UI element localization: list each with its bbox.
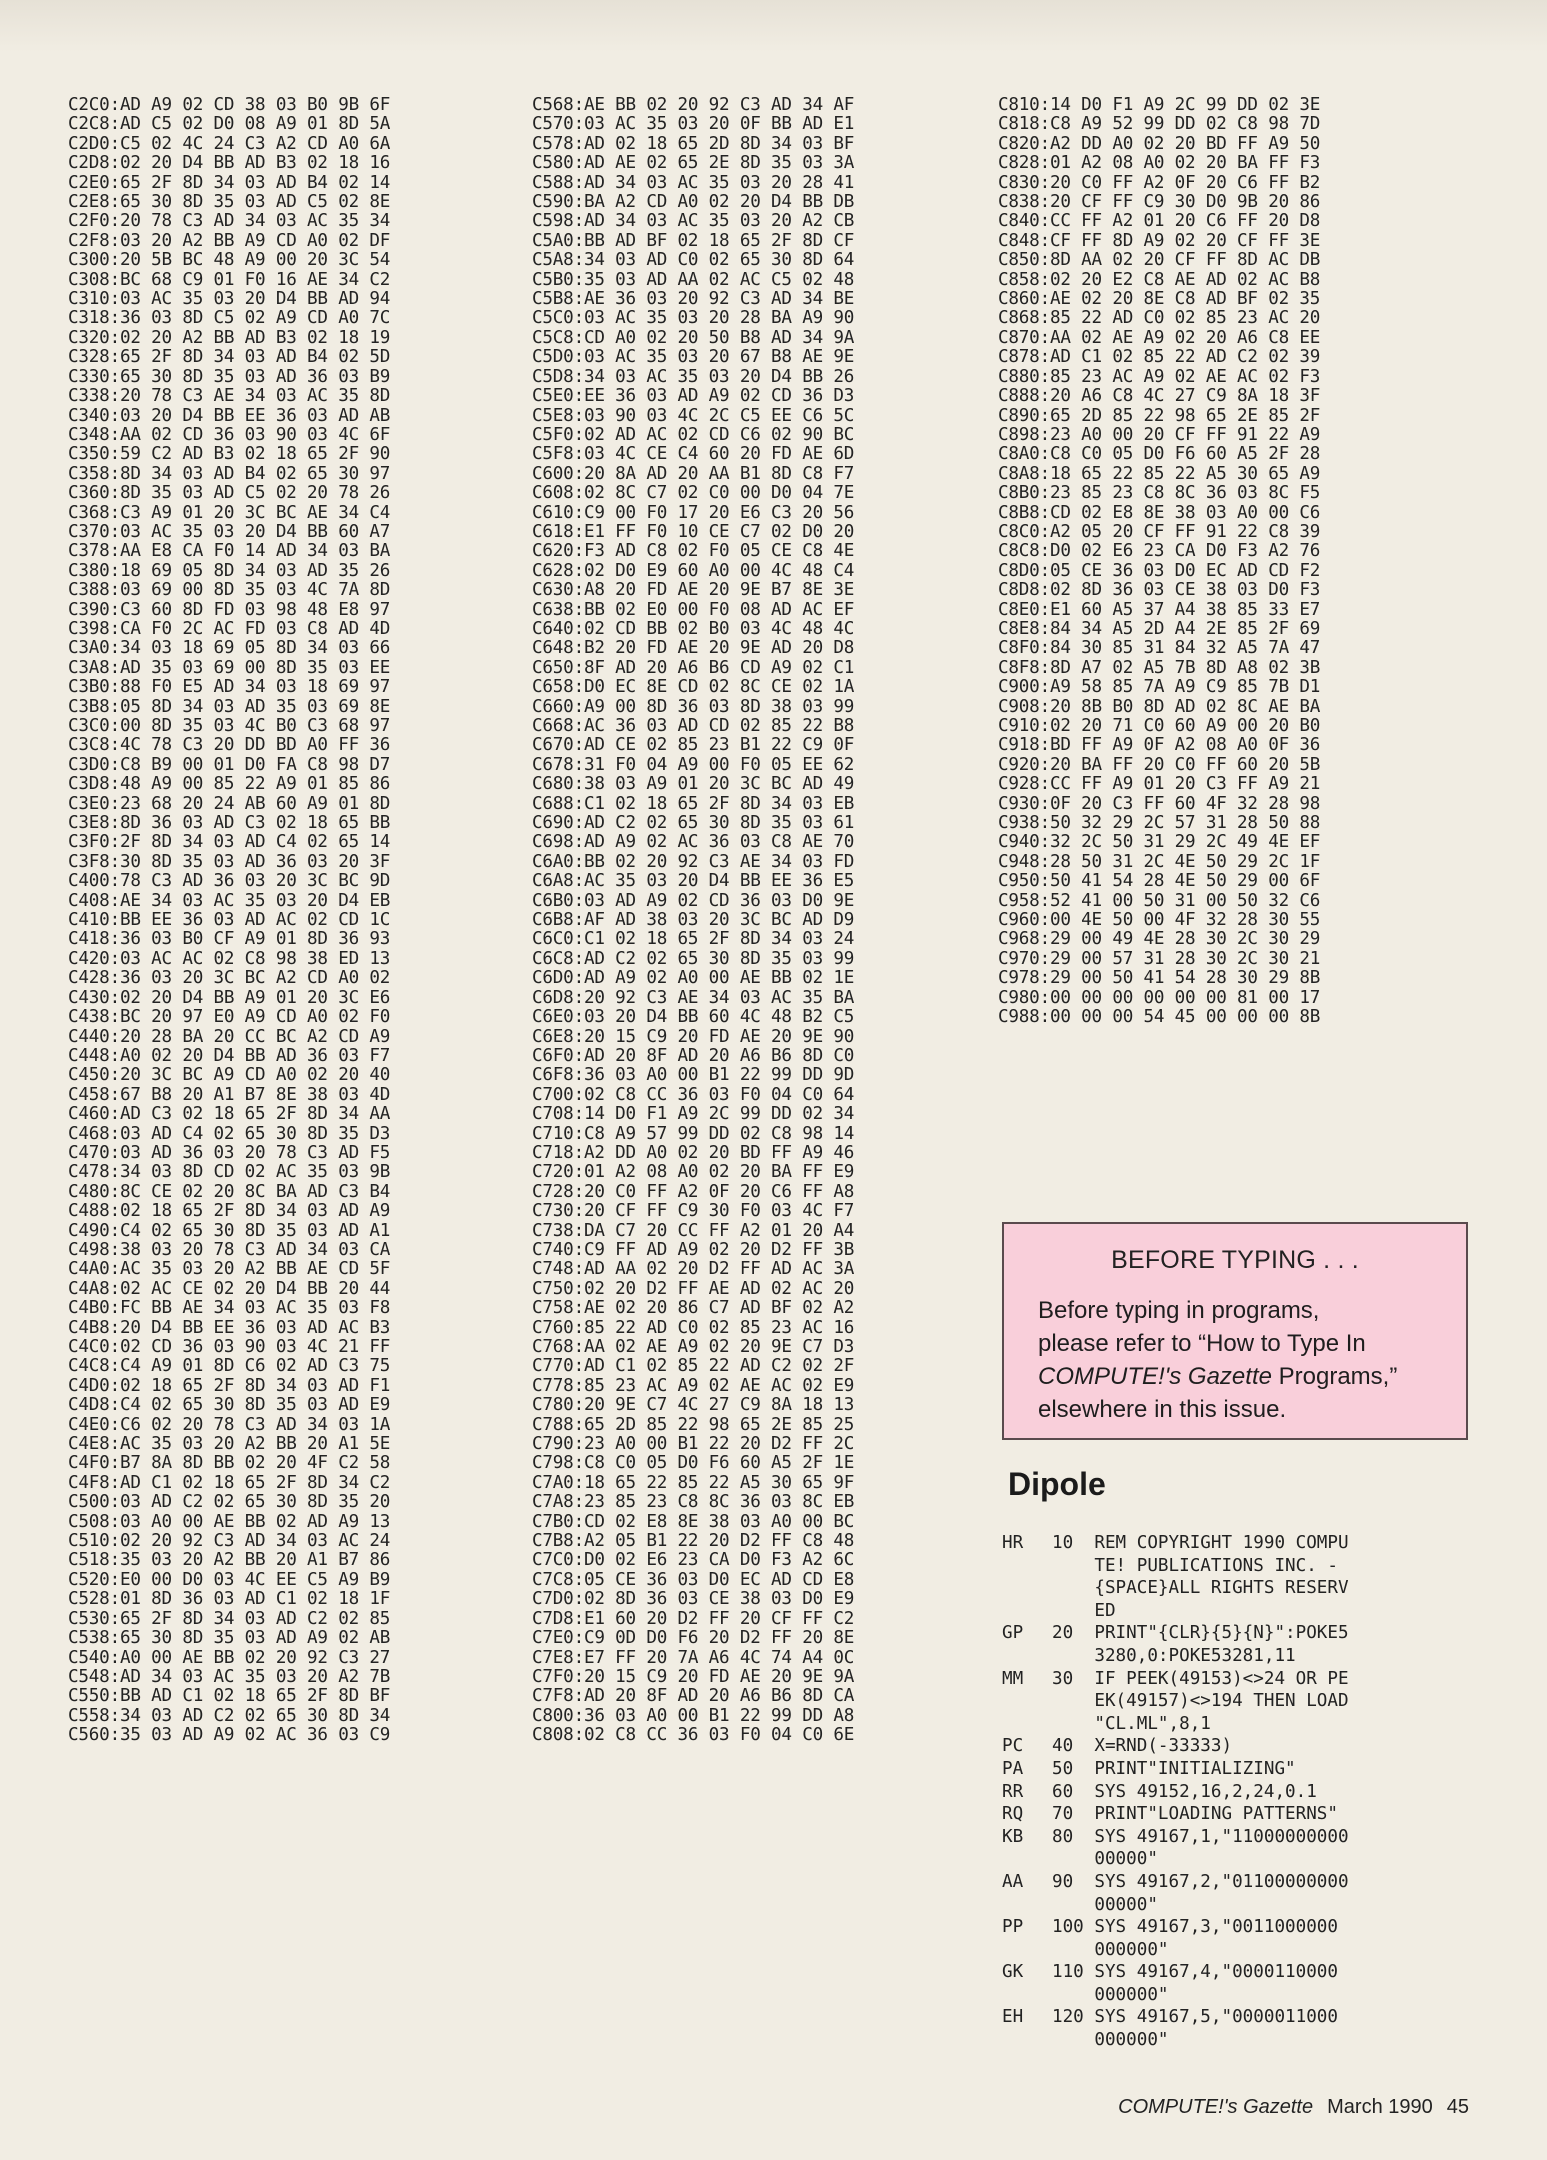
hex-dump-line: C318:36 03 8D C5 02 A9 CD A0 7C [68, 308, 391, 329]
hex-dump-line: C320:02 20 A2 BB AD B3 02 18 19 [68, 327, 391, 348]
hex-dump-line: C8F0:84 30 85 31 84 32 A5 7A 47 [998, 638, 1321, 659]
hex-dump-line: C368:C3 A9 01 20 3C BC AE 34 C4 [68, 502, 391, 523]
hex-dump-line: C608:02 8C C7 02 C0 00 D0 04 7E [532, 483, 855, 504]
hex-dump-line: C300:20 5B BC 48 A9 00 20 3C 54 [68, 250, 391, 271]
checksum-code: GK [1002, 1962, 1024, 1983]
listing-line [1002, 1961, 1472, 1984]
checksum-code: MM [1002, 1668, 1024, 1689]
hex-dump-line: C4C8:C4 A9 01 8D C6 02 AD C3 75 [68, 1356, 391, 1377]
listing-text: 100 SYS 49167,3,"0011000000 [1052, 1917, 1338, 1938]
hex-dump-line: C880:85 23 AC A9 02 AE AC 02 F3 [998, 366, 1321, 387]
hex-dump-line: C778:85 23 AC A9 02 AE AC 02 E9 [532, 1375, 855, 1396]
listing-line [1002, 1916, 1472, 1939]
hex-dump-line: C6B0:03 AD A9 02 CD 36 03 D0 9E [532, 890, 855, 911]
hex-dump-line: C7A0:18 65 22 85 22 A5 30 65 9F [532, 1472, 855, 1493]
hex-dump-line: C7C8:05 CE 36 03 D0 EC AD CD E8 [532, 1569, 855, 1590]
hex-dump-line: C6A8:AC 35 03 20 D4 BB EE 36 E5 [532, 871, 855, 892]
listing-line [1002, 2006, 1472, 2029]
hex-dump-line: C578:AD 02 18 65 2D 8D 34 03 BF [532, 133, 855, 154]
checksum-code: EH [1002, 2007, 1024, 2028]
hex-dump-line: C738:DA C7 20 CC FF A2 01 20 A4 [532, 1220, 855, 1241]
hex-dump-line: C3A0:34 03 18 69 05 8D 34 03 66 [68, 638, 391, 659]
hex-dump-line: C470:03 AD 36 03 20 78 C3 AD F5 [68, 1142, 391, 1163]
hex-dump-line: C730:20 CF FF C9 30 F0 03 4C F7 [532, 1201, 855, 1222]
hex-dump-line: C308:BC 68 C9 01 F0 16 AE 34 C2 [68, 269, 391, 290]
hex-dump-line: C488:02 18 65 2F 8D 34 03 AD A9 [68, 1201, 391, 1222]
hex-dump-line: C358:8D 34 03 AD B4 02 65 30 97 [68, 463, 391, 484]
hex-dump-line: C588:AD 34 03 AC 35 03 20 28 41 [532, 172, 855, 193]
hex-dump-line: C538:65 30 8D 35 03 AD A9 02 AB [68, 1628, 391, 1649]
listing-line [1002, 1735, 1472, 1758]
hex-dump-line: C878:AD C1 02 85 22 AD C2 02 39 [998, 347, 1321, 368]
hex-dump-line: C2C0:AD A9 02 CD 38 03 B0 9B 6F [68, 95, 391, 115]
hex-dump-line: C740:C9 FF AD A9 02 20 D2 FF 3B [532, 1239, 855, 1260]
hex-dump-line: C908:20 8B B0 8D AD 02 8C AE BA [998, 696, 1321, 717]
callout-line [1038, 1360, 1446, 1393]
hex-dump-line: C928:CC FF A9 01 20 C3 FF A9 21 [998, 774, 1321, 795]
hex-dump-line: C4E8:AC 35 03 20 A2 BB 20 A1 5E [68, 1434, 391, 1455]
hex-dump-line: C620:F3 AD C8 02 F0 05 CE C8 4E [532, 541, 855, 562]
hex-dump-line: C830:20 C0 FF A2 0F 20 C6 FF B2 [998, 172, 1321, 193]
hex-dump-line: C598:AD 34 03 AC 35 03 20 A2 CB [532, 211, 855, 232]
checksum-code: GP [1002, 1623, 1024, 1644]
hex-dump-line: C548:AD 34 03 AC 35 03 20 A2 7B [68, 1666, 391, 1687]
callout-body [1038, 1294, 1446, 1426]
hex-dump-line: C430:02 20 D4 BB A9 01 20 3C E6 [68, 987, 391, 1008]
hex-dump-line: C580:AD AE 02 65 2E 8D 35 03 3A [532, 153, 855, 174]
hex-dump-line: C3D8:48 A9 00 85 22 A9 01 85 86 [68, 774, 391, 795]
footer-page-number: 45 [1446, 2096, 1469, 2118]
hex-dump-line: C700:02 C8 CC 36 03 F0 04 C0 64 [532, 1084, 855, 1105]
listing-text: 80 SYS 49167,1,"11000000000 [1052, 1826, 1349, 1847]
hex-dump-column-1 [68, 96, 390, 1746]
listing-text: 50 PRINT"INITIALIZING" [1052, 1758, 1296, 1779]
hex-dump-line: C408:AE 34 03 AC 35 03 20 D4 EB [68, 890, 391, 911]
callout-line: elsewhere in this issue. [1038, 1396, 1287, 1423]
listing-text: TE! PUBLICATIONS INC. - [1052, 1555, 1338, 1576]
hex-dump-line: C678:31 F0 04 A9 00 F0 05 EE 62 [532, 754, 855, 775]
hex-dump-line: C8B8:CD 02 E8 8E 38 03 A0 00 C6 [998, 502, 1321, 523]
hex-dump-line: C648:B2 20 FD AE 20 9E AD 20 D8 [532, 638, 855, 659]
hex-dump-line: C8A0:C8 C0 05 D0 F6 60 A5 2F 28 [998, 444, 1321, 465]
before-typing-callout [1002, 1222, 1468, 1440]
hex-dump-line: C668:AC 36 03 AD CD 02 85 22 B8 [532, 716, 855, 736]
listing-text: 000000" [1052, 1984, 1169, 2005]
checksum-code: AA [1002, 1871, 1024, 1892]
hex-dump-line: C4E0:C6 02 20 78 C3 AD 34 03 1A [68, 1414, 391, 1435]
callout-line-rest: Programs,” [1271, 1363, 1398, 1390]
hex-dump-line: C518:35 03 20 A2 BB 20 A1 B7 86 [68, 1550, 391, 1571]
hex-dump-line: C920:20 BA FF 20 C0 FF 60 20 5B [998, 754, 1321, 775]
hex-dump-line: C7E0:C9 0D D0 F6 20 D2 FF 20 8E [532, 1628, 855, 1649]
hex-dump-line: C8F8:8D A7 02 A5 7B 8D A8 02 3B [998, 657, 1321, 678]
hex-dump-line: C8B0:23 85 23 C8 8C 36 03 8C F5 [998, 483, 1321, 504]
hex-dump-line: C438:BC 20 97 E0 A9 CD A0 02 F0 [68, 1007, 391, 1028]
hex-dump-line: C820:A2 DD A0 02 20 BD FF A9 50 [998, 133, 1321, 154]
hex-dump-line: C590:BA A2 CD A0 02 20 D4 BB DB [532, 192, 855, 213]
listing-text: 20 PRINT"{CLR}{5}{N}":POKE5 [1052, 1623, 1349, 1644]
callout-publication: COMPUTE!'s Gazette [1038, 1363, 1272, 1390]
hex-dump-line: C4C0:02 CD 36 03 90 03 4C 21 FF [68, 1337, 391, 1357]
hex-dump-line: C8D0:05 CE 36 03 D0 EC AD CD F2 [998, 560, 1321, 581]
page-header-strip [0, 0, 1547, 52]
hex-dump-line: C448:A0 02 20 D4 BB AD 36 03 F7 [68, 1045, 391, 1066]
hex-dump-line: C2F0:20 78 C3 AD 34 03 AC 35 34 [68, 211, 391, 232]
hex-dump-line: C970:29 00 57 31 28 30 2C 30 21 [998, 948, 1321, 969]
hex-dump-line: C660:A9 00 8D 36 03 8D 38 03 99 [532, 696, 855, 717]
hex-dump-line: C410:BB EE 36 03 AD AC 02 CD 1C [68, 910, 391, 931]
hex-dump-line: C5F0:02 AD AC 02 CD C6 02 90 BC [532, 424, 855, 445]
hex-dump-line: C510:02 20 92 C3 AD 34 03 AC 24 [68, 1531, 391, 1552]
hex-dump-line: C340:03 20 D4 BB EE 36 03 AD AB [68, 405, 391, 426]
hex-dump-line: C4F0:B7 8A 8D BB 02 20 4F C2 58 [68, 1453, 391, 1474]
hex-dump-line: C390:C3 60 8D FD 03 98 48 E8 97 [68, 599, 391, 620]
hex-dump-line: C6C8:AD C2 02 65 30 8D 35 03 99 [532, 948, 855, 969]
hex-dump-line: C6D0:AD A9 02 A0 00 AE BB 02 1E [532, 968, 855, 989]
hex-dump-line: C760:85 22 AD C0 02 85 23 AC 16 [532, 1317, 855, 1338]
hex-dump-line: C528:01 8D 36 03 AD C1 02 18 1F [68, 1589, 391, 1610]
callout-line: please refer to “How to Type In [1038, 1330, 1366, 1357]
listing-line [1002, 1555, 1472, 1578]
hex-dump-line: C2D8:02 20 D4 BB AD B3 02 18 16 [68, 153, 391, 174]
hex-dump-line: C460:AD C3 02 18 65 2F 8D 34 AA [68, 1104, 391, 1125]
hex-dump-line: C5C8:CD A0 02 20 50 B8 AD 34 9A [532, 327, 855, 348]
listing-line [1002, 1781, 1472, 1804]
hex-dump-line: C748:AD AA 02 20 D2 FF AD AC 3A [532, 1259, 855, 1280]
hex-dump-line: C980:00 00 00 00 00 00 81 00 17 [998, 987, 1321, 1008]
hex-dump-line: C3B0:88 F0 E5 AD 34 03 18 69 97 [68, 677, 391, 698]
hex-dump-line: C6F0:AD 20 8F AD 20 A6 B6 8D C0 [532, 1045, 855, 1066]
hex-dump-line: C500:03 AD C2 02 65 30 8D 35 20 [68, 1492, 391, 1513]
hex-dump-line: C898:23 A0 00 20 CF FF 91 22 A9 [998, 424, 1321, 445]
hex-dump-line: C7A8:23 85 23 C8 8C 36 03 8C EB [532, 1492, 855, 1513]
listing-line [1002, 1871, 1472, 1894]
hex-dump-line: C6A0:BB 02 20 92 C3 AE 34 03 FD [532, 851, 855, 872]
hex-dump-line: C4B0:FC BB AE 34 03 AC 35 03 F8 [68, 1298, 391, 1319]
hex-dump-line: C508:03 A0 00 AE BB 02 AD A9 13 [68, 1511, 391, 1532]
hex-dump-line: C888:20 A6 C8 4C 27 C9 8A 18 3F [998, 386, 1321, 407]
hex-dump-line: C2F8:03 20 A2 BB A9 CD A0 02 DF [68, 230, 391, 251]
hex-dump-line: C468:03 AD C4 02 65 30 8D 35 D3 [68, 1123, 391, 1144]
hex-dump-line: C948:28 50 31 2C 4E 50 29 2C 1F [998, 851, 1321, 872]
hex-dump-line: C498:38 03 20 78 C3 AD 34 03 CA [68, 1239, 391, 1260]
listing-text: 000000" [1052, 1939, 1169, 1960]
hex-dump-line: C918:BD FF A9 0F A2 08 A0 0F 36 [998, 735, 1321, 756]
hex-dump-column-2 [532, 96, 854, 1746]
checksum-code: HR [1002, 1533, 1024, 1553]
hex-dump-line: C810:14 D0 F1 A9 2C 99 DD 02 3E [998, 95, 1321, 115]
hex-dump-line: C960:00 4E 50 00 4F 32 28 30 55 [998, 910, 1321, 931]
hex-dump-line: C890:65 2D 85 22 98 65 2E 85 2F [998, 405, 1321, 426]
hex-dump-line: C618:E1 FF F0 10 CE C7 02 D0 20 [532, 521, 855, 542]
hex-dump-line: C3A8:AD 35 03 69 00 8D 35 03 EE [68, 657, 391, 678]
hex-dump-line: C350:59 C2 AD B3 02 18 65 2F 90 [68, 444, 391, 465]
hex-dump-line: C828:01 A2 08 A0 02 20 BA FF F3 [998, 153, 1321, 174]
hex-dump-line: C478:34 03 8D CD 02 AC 35 03 9B [68, 1162, 391, 1183]
hex-dump-line: C3B8:05 8D 34 03 AD 35 03 69 8E [68, 696, 391, 717]
hex-dump-line: C570:03 AC 35 03 20 0F BB AD E1 [532, 114, 855, 135]
hex-dump-line: C428:36 03 20 3C BC A2 CD A0 02 [68, 968, 391, 989]
hex-dump-line: C658:D0 EC 8E CD 02 8C CE 02 1A [532, 677, 855, 698]
listing-line [1002, 1645, 1472, 1668]
hex-dump-line: C638:BB 02 E0 00 F0 08 AD AC EF [532, 599, 855, 620]
hex-dump-line: C6E0:03 20 D4 BB 60 4C 48 B2 C5 [532, 1007, 855, 1028]
hex-dump-line: C370:03 AC 35 03 20 D4 BB 60 A7 [68, 521, 391, 542]
hex-dump-column-3 [998, 96, 1320, 1028]
hex-dump-line: C8E0:E1 60 A5 37 A4 38 85 33 E7 [998, 599, 1321, 620]
checksum-code: RQ [1002, 1804, 1024, 1825]
listing-text: 110 SYS 49167,4,"0000110000 [1052, 1962, 1338, 1983]
hex-dump-line: C6C0:C1 02 18 65 2F 8D 34 03 24 [532, 929, 855, 950]
checksum-code: KB [1002, 1826, 1024, 1847]
hex-dump-line: C900:A9 58 85 7A A9 C9 85 7B D1 [998, 677, 1321, 698]
callout-title: BEFORE TYPING . . . [1111, 1246, 1359, 1274]
listing-text: ED [1052, 1600, 1116, 1621]
hex-dump-line: C858:02 20 E2 C8 AE AD 02 AC B8 [998, 269, 1321, 290]
hex-dump-line: C978:29 00 50 41 54 28 30 29 8B [998, 968, 1321, 989]
hex-dump-line: C530:65 2F 8D 34 03 AD C2 02 85 [68, 1608, 391, 1629]
listing-line [1002, 1803, 1472, 1826]
hex-dump-line: C610:C9 00 F0 17 20 E6 C3 20 56 [532, 502, 855, 523]
listing-line [1002, 1577, 1472, 1600]
hex-dump-line: C958:52 41 00 50 31 00 50 32 C6 [998, 890, 1321, 911]
hex-dump-line: C870:AA 02 AE A9 02 20 A6 C8 EE [998, 327, 1321, 348]
hex-dump-line: C3C0:00 8D 35 03 4C B0 C3 68 97 [68, 716, 391, 736]
hex-dump-line: C330:65 30 8D 35 03 AD 36 03 B9 [68, 366, 391, 387]
hex-dump-line: C860:AE 02 20 8E C8 AD BF 02 35 [998, 289, 1321, 310]
hex-dump-line: C4B8:20 D4 BB EE 36 03 AD AC B3 [68, 1317, 391, 1338]
hex-dump-line: C768:AA 02 AE A9 02 20 9E C7 D3 [532, 1337, 855, 1357]
listing-text: EK(49157)<>194 THEN LOAD [1052, 1691, 1349, 1712]
hex-dump-line: C5A8:34 03 AD C0 02 65 30 8D 64 [532, 250, 855, 271]
listing-line [1002, 1939, 1472, 1962]
listing-line [1002, 1984, 1472, 2007]
listing-line [1002, 1758, 1472, 1781]
hex-dump-line: C940:32 2C 50 31 29 2C 49 4E EF [998, 832, 1321, 853]
hex-dump-line: C5D0:03 AC 35 03 20 67 B8 AE 9E [532, 347, 855, 368]
hex-dump-line: C348:AA 02 CD 36 03 90 03 4C 6F [68, 424, 391, 445]
hex-dump-line: C818:C8 A9 52 99 DD 02 C8 98 7D [998, 114, 1321, 135]
listing-line [1002, 1690, 1472, 1713]
hex-dump-line: C3F0:2F 8D 34 03 AD C4 02 65 14 [68, 832, 391, 853]
checksum-code: PA [1002, 1758, 1024, 1779]
listing-line [1002, 1532, 1472, 1555]
listing-text: "CL.ML",8,1 [1052, 1713, 1211, 1734]
listing-line [1002, 1600, 1472, 1623]
hex-dump-line: C310:03 AC 35 03 20 D4 BB AD 94 [68, 289, 391, 310]
hex-dump-line: C850:8D AA 02 20 CF FF 8D AC DB [998, 250, 1321, 271]
checksum-code: PC [1002, 1736, 1024, 1757]
hex-dump-line: C568:AE BB 02 20 92 C3 AD 34 AF [532, 95, 855, 115]
hex-dump-line: C5A0:BB AD BF 02 18 65 2F 8D CF [532, 230, 855, 251]
hex-dump-line: C440:20 28 BA 20 CC BC A2 CD A9 [68, 1026, 391, 1047]
hex-dump-line: C8E8:84 34 A5 2D A4 2E 85 2F 69 [998, 618, 1321, 639]
hex-dump-line: C640:02 CD BB 02 B0 03 4C 48 4C [532, 618, 855, 639]
hex-dump-line: C420:03 AC AC 02 C8 98 38 ED 13 [68, 948, 391, 969]
callout-line: Before typing in programs, [1038, 1297, 1320, 1324]
hex-dump-line: C708:14 D0 F1 A9 2C 99 DD 02 34 [532, 1104, 855, 1125]
hex-dump-line: C2E0:65 2F 8D 34 03 AD B4 02 14 [68, 172, 391, 193]
listing-line [1002, 1668, 1472, 1691]
hex-dump-line: C710:C8 A9 57 99 DD 02 C8 98 14 [532, 1123, 855, 1144]
hex-dump-line: C400:78 C3 AD 36 03 20 3C BC 9D [68, 871, 391, 892]
hex-dump-line: C838:20 CF FF C9 30 D0 9B 20 86 [998, 192, 1321, 213]
listing-text: 10 REM COPYRIGHT 1990 COMPU [1052, 1533, 1349, 1553]
basic-program-listing [1002, 1532, 1472, 2052]
page-footer [1118, 2096, 1469, 2119]
hex-dump-line: C628:02 D0 E9 60 A0 00 4C 48 C4 [532, 560, 855, 581]
hex-dump-line: C7F0:20 15 C9 20 FD AE 20 9E 9A [532, 1666, 855, 1687]
hex-dump-line: C450:20 3C BC A9 CD A0 02 20 40 [68, 1065, 391, 1086]
hex-dump-line: C790:23 A0 00 B1 22 20 D2 FF 2C [532, 1434, 855, 1455]
hex-dump-line: C758:AE 02 20 86 C7 AD BF 02 A2 [532, 1298, 855, 1319]
hex-dump-line: C780:20 9E C7 4C 27 C9 8A 18 13 [532, 1395, 855, 1416]
hex-dump-line: C7C0:D0 02 E6 23 CA D0 F3 A2 6C [532, 1550, 855, 1571]
hex-dump-line: C630:A8 20 FD AE 20 9E B7 8E 3E [532, 580, 855, 601]
hex-dump-line: C490:C4 02 65 30 8D 35 03 AD A1 [68, 1220, 391, 1241]
hex-dump-line: C4A0:AC 35 03 20 A2 BB AE CD 5F [68, 1259, 391, 1280]
hex-dump-line: C650:8F AD 20 A6 B6 CD A9 02 C1 [532, 657, 855, 678]
hex-dump-line: C7D0:02 8D 36 03 CE 38 03 D0 E9 [532, 1589, 855, 1610]
hex-dump-line: C750:02 20 D2 FF AE AD 02 AC 20 [532, 1278, 855, 1299]
hex-dump-line: C2C8:AD C5 02 D0 08 A9 01 8D 5A [68, 114, 391, 135]
hex-dump-line: C7B0:CD 02 E8 8E 38 03 A0 00 BC [532, 1511, 855, 1532]
hex-dump-line: C670:AD CE 02 85 23 B1 22 C9 0F [532, 735, 855, 756]
footer-issue: March 1990 [1327, 2096, 1433, 2118]
hex-dump-line: C388:03 69 00 8D 35 03 4C 7A 8D [68, 580, 391, 601]
listing-text: 00000" [1052, 1894, 1158, 1915]
hex-dump-line: C540:A0 00 AE BB 02 20 92 C3 27 [68, 1647, 391, 1668]
hex-dump-line: C4D8:C4 02 65 30 8D 35 03 AD E9 [68, 1395, 391, 1416]
hex-dump-line: C7E8:E7 FF 20 7A A6 4C 74 A4 0C [532, 1647, 855, 1668]
hex-dump-line: C328:65 2F 8D 34 03 AD B4 02 5D [68, 347, 391, 368]
hex-dump-line: C5D8:34 03 AC 35 03 20 D4 BB 26 [532, 366, 855, 387]
hex-dump-line: C4F8:AD C1 02 18 65 2F 8D 34 C2 [68, 1472, 391, 1493]
hex-dump-line: C808:02 C8 CC 36 03 F0 04 C0 6E [532, 1725, 855, 1746]
hex-dump-line: C338:20 78 C3 AE 34 03 AC 35 8D [68, 386, 391, 407]
hex-dump-line: C3F8:30 8D 35 03 AD 36 03 20 3F [68, 851, 391, 872]
hex-dump-line: C848:CF FF 8D A9 02 20 CF FF 3E [998, 230, 1321, 251]
hex-dump-line: C680:38 03 A9 01 20 3C BC AD 49 [532, 774, 855, 795]
hex-dump-line: C7B8:A2 05 B1 22 20 D2 FF C8 48 [532, 1531, 855, 1552]
hex-dump-line: C6D8:20 92 C3 AE 34 03 AC 35 BA [532, 987, 855, 1008]
hex-dump-line: C698:AD A9 02 AC 36 03 C8 AE 70 [532, 832, 855, 853]
hex-dump-line: C6B8:AF AD 38 03 20 3C BC AD D9 [532, 910, 855, 931]
listing-text: 40 X=RND(-33333) [1052, 1736, 1233, 1757]
listing-text: 3280,0:POKE53281,11 [1052, 1645, 1296, 1666]
hex-dump-line: C4D0:02 18 65 2F 8D 34 03 AD F1 [68, 1375, 391, 1396]
hex-dump-line: C800:36 03 A0 00 B1 22 99 DD A8 [532, 1705, 855, 1726]
hex-dump-line: C3E8:8D 36 03 AD C3 02 18 65 BB [68, 813, 391, 834]
hex-dump-line: C938:50 32 29 2C 57 31 28 50 88 [998, 813, 1321, 834]
listing-line [1002, 1894, 1472, 1917]
hex-dump-line: C4A8:02 AC CE 02 20 D4 BB 20 44 [68, 1278, 391, 1299]
hex-dump-line: C868:85 22 AD C0 02 85 23 AC 20 [998, 308, 1321, 329]
hex-dump-line: C550:BB AD C1 02 18 65 2F 8D BF [68, 1686, 391, 1707]
hex-dump-line: C3E0:23 68 20 24 AB 60 A9 01 8D [68, 793, 391, 814]
hex-dump-line: C398:CA F0 2C AC FD 03 C8 AD 4D [68, 618, 391, 639]
listing-text: 00000" [1052, 1849, 1158, 1870]
hex-dump-line: C988:00 00 00 54 45 00 00 00 8B [998, 1007, 1321, 1028]
hex-dump-line: C418:36 03 B0 CF A9 01 8D 36 93 [68, 929, 391, 950]
hex-dump-line: C5E0:EE 36 03 AD A9 02 CD 36 D3 [532, 386, 855, 407]
hex-dump-line: C8C8:D0 02 E6 23 CA D0 F3 A2 76 [998, 541, 1321, 562]
hex-dump-line: C798:C8 C0 05 D0 F6 60 A5 2F 1E [532, 1453, 855, 1474]
hex-dump-line: C718:A2 DD A0 02 20 BD FF A9 46 [532, 1142, 855, 1163]
listing-text: 30 IF PEEK(49153)<>24 OR PE [1052, 1668, 1349, 1689]
listing-line [1002, 2029, 1472, 2052]
hex-dump-line: C520:E0 00 D0 03 4C EE C5 A9 B9 [68, 1569, 391, 1590]
checksum-code: RR [1002, 1781, 1024, 1802]
listing-line [1002, 1622, 1472, 1645]
hex-dump-line: C788:65 2D 85 22 98 65 2E 85 25 [532, 1414, 855, 1435]
listing-line [1002, 1826, 1472, 1849]
hex-dump-line: C950:50 41 54 28 4E 50 29 00 6F [998, 871, 1321, 892]
listing-text: 70 PRINT"LOADING PATTERNS" [1052, 1804, 1338, 1825]
listing-line [1002, 1713, 1472, 1736]
hex-dump-line: C7F8:AD 20 8F AD 20 A6 B6 8D CA [532, 1686, 855, 1707]
hex-dump-line: C2E8:65 30 8D 35 03 AD C5 02 8E [68, 192, 391, 213]
hex-dump-line: C840:CC FF A2 01 20 C6 FF 20 D8 [998, 211, 1321, 232]
listing-text: 90 SYS 49167,2,"01100000000 [1052, 1871, 1349, 1892]
hex-dump-line: C910:02 20 71 C0 60 A9 00 20 B0 [998, 716, 1321, 736]
listing-text: {SPACE}ALL RIGHTS RESERV [1052, 1578, 1349, 1599]
hex-dump-line: C8D8:02 8D 36 03 CE 38 03 D0 F3 [998, 580, 1321, 601]
hex-dump-line: C5C0:03 AC 35 03 20 28 BA A9 90 [532, 308, 855, 329]
hex-dump-line: C8A8:18 65 22 85 22 A5 30 65 A9 [998, 463, 1321, 484]
hex-dump-line: C690:AD C2 02 65 30 8D 35 03 61 [532, 813, 855, 834]
listing-text: 000000" [1052, 2030, 1169, 2051]
hex-dump-line: C5F8:03 4C CE C4 60 20 FD AE 6D [532, 444, 855, 465]
hex-dump-line: C720:01 A2 08 A0 02 20 BA FF E9 [532, 1162, 855, 1183]
hex-dump-line: C7D8:E1 60 20 D2 FF 20 CF FF C2 [532, 1608, 855, 1629]
hex-dump-line: C378:AA E8 CA F0 14 AD 34 03 BA [68, 541, 391, 562]
hex-dump-line: C5B0:35 03 AD AA 02 AC C5 02 48 [532, 269, 855, 290]
hex-dump-line: C8C0:A2 05 20 CF FF 91 22 C8 39 [998, 521, 1321, 542]
hex-dump-line: C688:C1 02 18 65 2F 8D 34 03 EB [532, 793, 855, 814]
hex-dump-line: C728:20 C0 FF A2 0F 20 C6 FF A8 [532, 1181, 855, 1202]
hex-dump-line: C968:29 00 49 4E 28 30 2C 30 29 [998, 929, 1321, 950]
hex-dump-line: C6E8:20 15 C9 20 FD AE 20 9E 90 [532, 1026, 855, 1047]
program-title: Dipole [1008, 1466, 1106, 1502]
hex-dump-line: C930:0F 20 C3 FF 60 4F 32 28 98 [998, 793, 1321, 814]
hex-dump-line: C5E8:03 90 03 4C 2C C5 EE C6 5C [532, 405, 855, 426]
listing-line [1002, 1848, 1472, 1871]
hex-dump-line: C770:AD C1 02 85 22 AD C2 02 2F [532, 1356, 855, 1377]
hex-dump-line: C3C8:4C 78 C3 20 DD BD A0 FF 36 [68, 735, 391, 756]
listing-text: 60 SYS 49152,16,2,24,0.1 [1052, 1781, 1317, 1802]
hex-dump-line: C3D0:C8 B9 00 01 D0 FA C8 98 D7 [68, 754, 391, 775]
hex-dump-line: C360:8D 35 03 AD C5 02 20 78 26 [68, 483, 391, 504]
hex-dump-line: C560:35 03 AD A9 02 AC 36 03 C9 [68, 1725, 391, 1746]
listing-text: 120 SYS 49167,5,"0000011000 [1052, 2007, 1338, 2028]
hex-dump-line: C2D0:C5 02 4C 24 C3 A2 CD A0 6A [68, 133, 391, 154]
hex-dump-line: C380:18 69 05 8D 34 03 AD 35 26 [68, 560, 391, 581]
hex-dump-line: C600:20 8A AD 20 AA B1 8D C8 F7 [532, 463, 855, 484]
footer-publication: COMPUTE!'s Gazette [1118, 2096, 1314, 2118]
hex-dump-line: C558:34 03 AD C2 02 65 30 8D 34 [68, 1705, 391, 1726]
hex-dump-line: C458:67 B8 20 A1 B7 8E 38 03 4D [68, 1084, 391, 1105]
hex-dump-line: C6F8:36 03 A0 00 B1 22 99 DD 9D [532, 1065, 855, 1086]
hex-dump-line: C5B8:AE 36 03 20 92 C3 AD 34 BE [532, 289, 855, 310]
hex-dump-line: C480:8C CE 02 20 8C BA AD C3 B4 [68, 1181, 391, 1202]
checksum-code: PP [1002, 1917, 1024, 1938]
